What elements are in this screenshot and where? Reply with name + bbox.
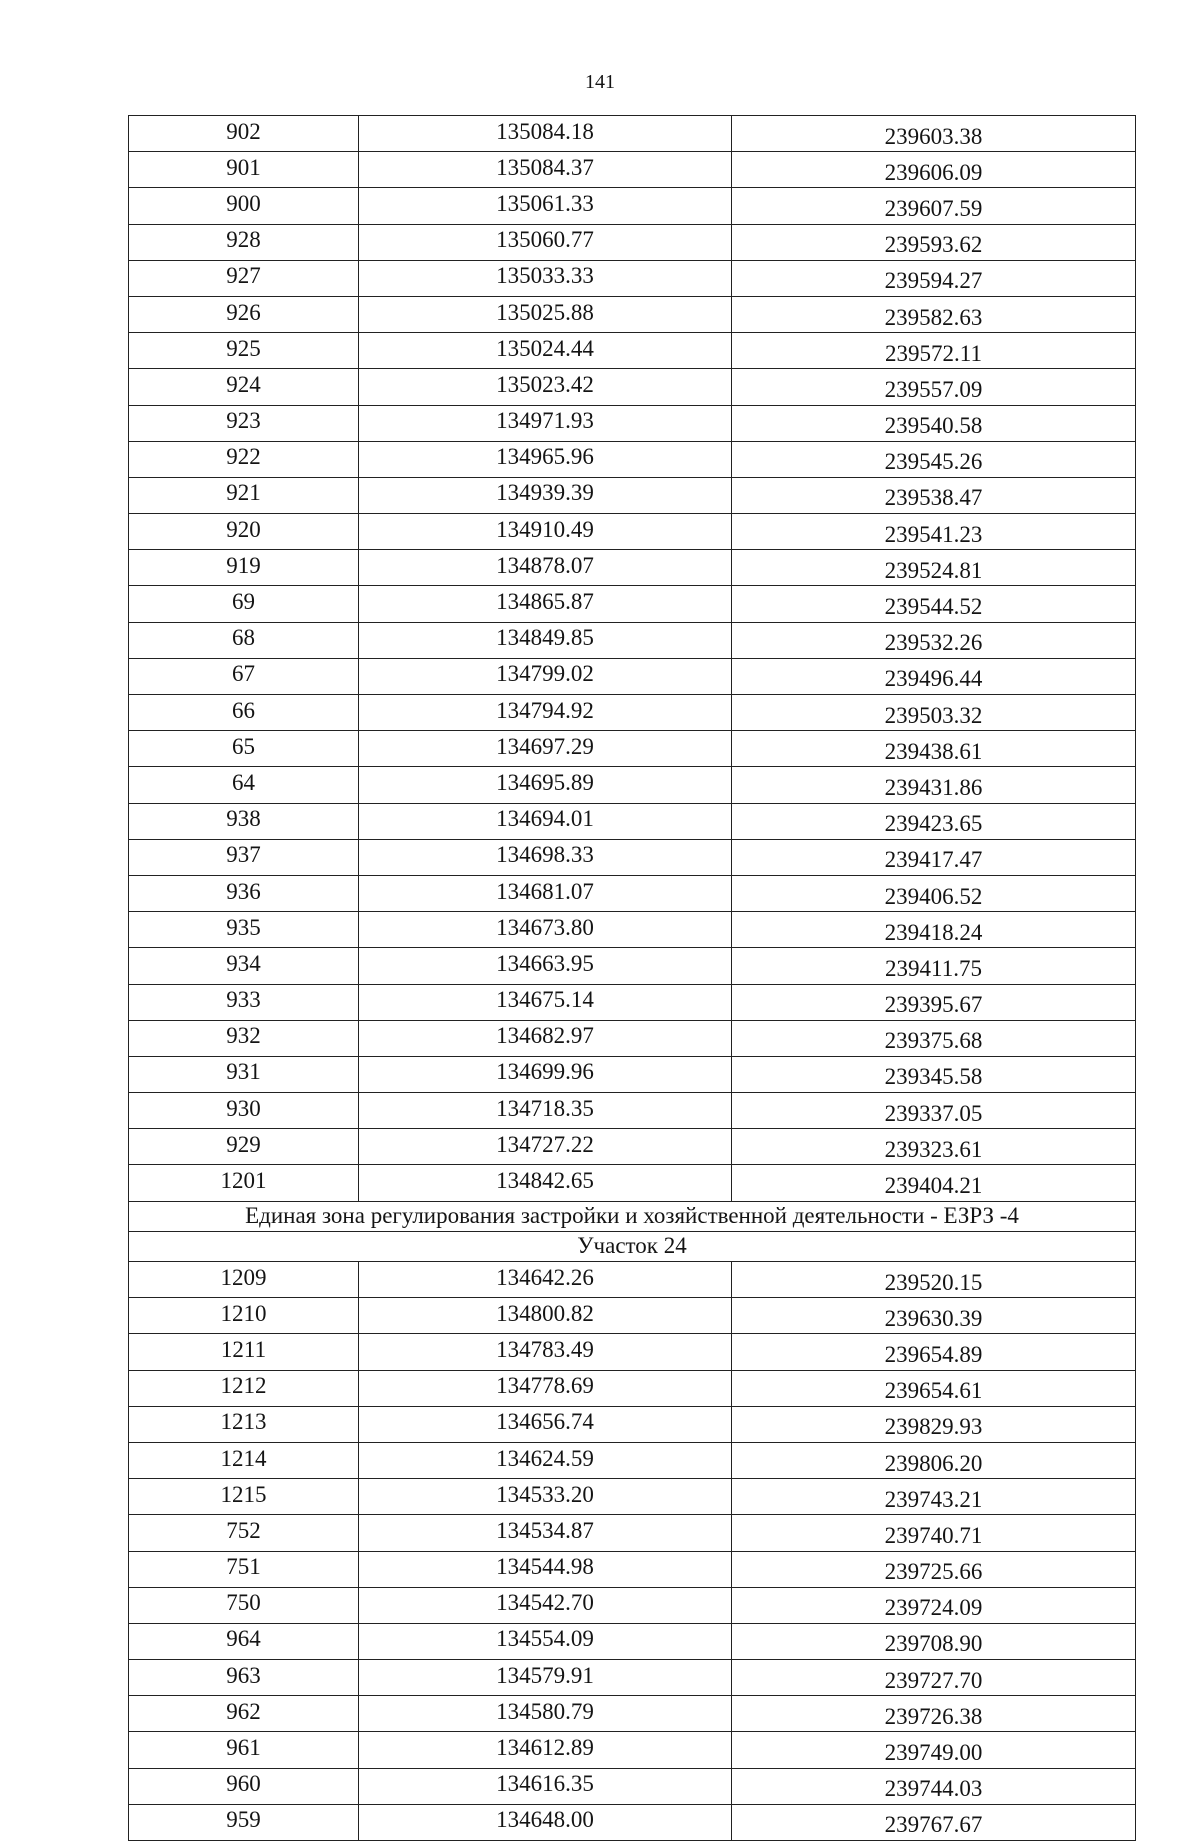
table-row [129,550,1136,586]
point-number-cell: 938 [129,803,359,839]
coordinates-table-part2 [129,1262,1136,1841]
y-coordinate-cell: 239726.38 [732,1696,1136,1732]
zone-heading: Единая зона регулирования застройки и хозяйственной деятельности - ЕЗРЗ -4 [129,1201,1136,1231]
y-coordinate-cell: 239749.00 [732,1732,1136,1768]
y-coordinate-cell: 239593.62 [732,224,1136,260]
x-coordinate-cell: 135025.88 [359,296,732,332]
x-coordinate-cell: 134673.80 [359,912,732,948]
point-number-cell: 925 [129,333,359,369]
point-number-cell: 963 [129,1660,359,1696]
y-coordinate-cell: 239724.09 [732,1587,1136,1623]
y-coordinate-cell: 239744.03 [732,1768,1136,1804]
table-row [129,116,1136,152]
point-number-cell: 935 [129,912,359,948]
x-coordinate-cell: 134579.91 [359,1660,732,1696]
y-coordinate-cell: 239767.67 [732,1804,1136,1840]
y-coordinate-cell: 239654.61 [732,1370,1136,1406]
table-row [129,1262,1136,1298]
x-coordinate-cell: 134939.39 [359,477,732,513]
coordinates-table [128,115,1136,1841]
table-row [129,875,1136,911]
y-coordinate-cell: 239423.65 [732,803,1136,839]
x-coordinate-cell: 134794.92 [359,695,732,731]
point-number-cell: 926 [129,296,359,332]
point-number-cell: 933 [129,984,359,1020]
table-row [129,1442,1136,1478]
point-number-cell: 1201 [129,1165,359,1201]
x-coordinate-cell: 134865.87 [359,586,732,622]
point-number-cell: 929 [129,1129,359,1165]
y-coordinate-cell: 239496.44 [732,658,1136,694]
table-row [129,586,1136,622]
plot-heading: Участок 24 [129,1231,1136,1261]
point-number-cell: 1214 [129,1442,359,1478]
plot-heading-row [129,1231,1136,1261]
point-number-cell: 1213 [129,1406,359,1442]
x-coordinate-cell: 135024.44 [359,333,732,369]
x-coordinate-cell: 134533.20 [359,1479,732,1515]
point-number-cell: 66 [129,695,359,731]
point-number-cell: 1212 [129,1370,359,1406]
y-coordinate-cell: 239431.86 [732,767,1136,803]
table-row [129,441,1136,477]
table-row [129,152,1136,188]
table-row [129,1056,1136,1092]
point-number-cell: 69 [129,586,359,622]
coordinates-table-headings [129,1201,1136,1261]
point-number-cell: 750 [129,1587,359,1623]
y-coordinate-cell: 239337.05 [732,1093,1136,1129]
table-row [129,333,1136,369]
point-number-cell: 1211 [129,1334,359,1370]
x-coordinate-cell: 134878.07 [359,550,732,586]
y-coordinate-cell: 239607.59 [732,188,1136,224]
y-coordinate-cell: 239606.09 [732,152,1136,188]
point-number-cell: 923 [129,405,359,441]
point-number-cell: 920 [129,514,359,550]
y-coordinate-cell: 239727.70 [732,1660,1136,1696]
table-row [129,1093,1136,1129]
x-coordinate-cell: 134910.49 [359,514,732,550]
table-row [129,369,1136,405]
table-row [129,188,1136,224]
x-coordinate-cell: 134971.93 [359,405,732,441]
x-coordinate-cell: 134849.85 [359,622,732,658]
point-number-cell: 919 [129,550,359,586]
point-number-cell: 960 [129,1768,359,1804]
table-row [129,1406,1136,1442]
table-row [129,1551,1136,1587]
point-number-cell: 1215 [129,1479,359,1515]
table-row [129,948,1136,984]
y-coordinate-cell: 239557.09 [732,369,1136,405]
y-coordinate-cell: 239654.89 [732,1334,1136,1370]
x-coordinate-cell: 134675.14 [359,984,732,1020]
y-coordinate-cell: 239503.32 [732,695,1136,731]
table-row [129,514,1136,550]
table-row [129,1298,1136,1334]
point-number-cell: 961 [129,1732,359,1768]
x-coordinate-cell: 134542.70 [359,1587,732,1623]
point-number-cell: 927 [129,260,359,296]
point-number-cell: 937 [129,839,359,875]
point-number-cell: 64 [129,767,359,803]
point-number-cell: 751 [129,1551,359,1587]
x-coordinate-cell: 134616.35 [359,1768,732,1804]
point-number-cell: 928 [129,224,359,260]
y-coordinate-cell: 239323.61 [732,1129,1136,1165]
y-coordinate-cell: 239417.47 [732,839,1136,875]
table-row [129,1804,1136,1840]
table-row [129,1334,1136,1370]
table-row [129,731,1136,767]
table-row [129,1515,1136,1551]
x-coordinate-cell: 135061.33 [359,188,732,224]
x-coordinate-cell: 134682.97 [359,1020,732,1056]
point-number-cell: 930 [129,1093,359,1129]
x-coordinate-cell: 134580.79 [359,1696,732,1732]
x-coordinate-cell: 134544.98 [359,1551,732,1587]
y-coordinate-cell: 239603.38 [732,116,1136,152]
y-coordinate-cell: 239345.58 [732,1056,1136,1092]
table-row [129,405,1136,441]
table-row [129,260,1136,296]
table-row [129,695,1136,731]
y-coordinate-cell: 239544.52 [732,586,1136,622]
table-row [129,477,1136,513]
point-number-cell: 932 [129,1020,359,1056]
y-coordinate-cell: 239545.26 [732,441,1136,477]
x-coordinate-cell: 134663.95 [359,948,732,984]
point-number-cell: 67 [129,658,359,694]
y-coordinate-cell: 239829.93 [732,1406,1136,1442]
point-number-cell: 1210 [129,1298,359,1334]
x-coordinate-cell: 134694.01 [359,803,732,839]
table-row [129,1165,1136,1201]
y-coordinate-cell: 239708.90 [732,1623,1136,1659]
x-coordinate-cell: 134681.07 [359,875,732,911]
point-number-cell: 962 [129,1696,359,1732]
x-coordinate-cell: 134624.59 [359,1442,732,1478]
point-number-cell: 65 [129,731,359,767]
x-coordinate-cell: 134783.49 [359,1334,732,1370]
table-row [129,1129,1136,1165]
point-number-cell: 924 [129,369,359,405]
x-coordinate-cell: 134656.74 [359,1406,732,1442]
point-number-cell: 964 [129,1623,359,1659]
x-coordinate-cell: 135060.77 [359,224,732,260]
y-coordinate-cell: 239418.24 [732,912,1136,948]
point-number-cell: 68 [129,622,359,658]
point-number-cell: 922 [129,441,359,477]
y-coordinate-cell: 239411.75 [732,948,1136,984]
x-coordinate-cell: 134534.87 [359,1515,732,1551]
x-coordinate-cell: 134648.00 [359,1804,732,1840]
x-coordinate-cell: 135033.33 [359,260,732,296]
y-coordinate-cell: 239538.47 [732,477,1136,513]
point-number-cell: 931 [129,1056,359,1092]
point-number-cell: 752 [129,1515,359,1551]
point-number-cell: 901 [129,152,359,188]
table-row [129,1660,1136,1696]
point-number-cell: 959 [129,1804,359,1840]
table-row [129,1732,1136,1768]
point-number-cell: 902 [129,116,359,152]
y-coordinate-cell: 239572.11 [732,333,1136,369]
y-coordinate-cell: 239740.71 [732,1515,1136,1551]
zone-heading-row [129,1201,1136,1231]
x-coordinate-cell: 134718.35 [359,1093,732,1129]
table-row [129,658,1136,694]
x-coordinate-cell: 134699.96 [359,1056,732,1092]
point-number-cell: 936 [129,875,359,911]
x-coordinate-cell: 134800.82 [359,1298,732,1334]
table-row [129,1696,1136,1732]
x-coordinate-cell: 134697.29 [359,731,732,767]
table-row [129,622,1136,658]
table-row [129,1020,1136,1056]
y-coordinate-cell: 239404.21 [732,1165,1136,1201]
x-coordinate-cell: 134842.65 [359,1165,732,1201]
table-row [129,296,1136,332]
y-coordinate-cell: 239532.26 [732,622,1136,658]
table-row [129,1623,1136,1659]
y-coordinate-cell: 239520.15 [732,1262,1136,1298]
table-row [129,1587,1136,1623]
point-number-cell: 900 [129,188,359,224]
y-coordinate-cell: 239806.20 [732,1442,1136,1478]
y-coordinate-cell: 239524.81 [732,550,1136,586]
y-coordinate-cell: 239541.23 [732,514,1136,550]
table-row [129,912,1136,948]
table-row [129,224,1136,260]
x-coordinate-cell: 134778.69 [359,1370,732,1406]
x-coordinate-cell: 134695.89 [359,767,732,803]
page-number: 141 [585,71,615,93]
point-number-cell: 934 [129,948,359,984]
x-coordinate-cell: 134642.26 [359,1262,732,1298]
table-row [129,803,1136,839]
y-coordinate-cell: 239743.21 [732,1479,1136,1515]
x-coordinate-cell: 134698.33 [359,839,732,875]
y-coordinate-cell: 239406.52 [732,875,1136,911]
x-coordinate-cell: 134799.02 [359,658,732,694]
y-coordinate-cell: 239582.63 [732,296,1136,332]
point-number-cell: 921 [129,477,359,513]
x-coordinate-cell: 135084.18 [359,116,732,152]
table-row [129,1370,1136,1406]
y-coordinate-cell: 239375.68 [732,1020,1136,1056]
coordinates-table-part1 [129,116,1136,1202]
x-coordinate-cell: 134554.09 [359,1623,732,1659]
table-row [129,1479,1136,1515]
point-number-cell: 1209 [129,1262,359,1298]
x-coordinate-cell: 134965.96 [359,441,732,477]
table-row [129,767,1136,803]
y-coordinate-cell: 239540.58 [732,405,1136,441]
y-coordinate-cell: 239725.66 [732,1551,1136,1587]
y-coordinate-cell: 239395.67 [732,984,1136,1020]
x-coordinate-cell: 135084.37 [359,152,732,188]
y-coordinate-cell: 239438.61 [732,731,1136,767]
table-row [129,1768,1136,1804]
x-coordinate-cell: 134612.89 [359,1732,732,1768]
y-coordinate-cell: 239630.39 [732,1298,1136,1334]
x-coordinate-cell: 134727.22 [359,1129,732,1165]
table-row [129,984,1136,1020]
x-coordinate-cell: 135023.42 [359,369,732,405]
y-coordinate-cell: 239594.27 [732,260,1136,296]
table-row [129,839,1136,875]
